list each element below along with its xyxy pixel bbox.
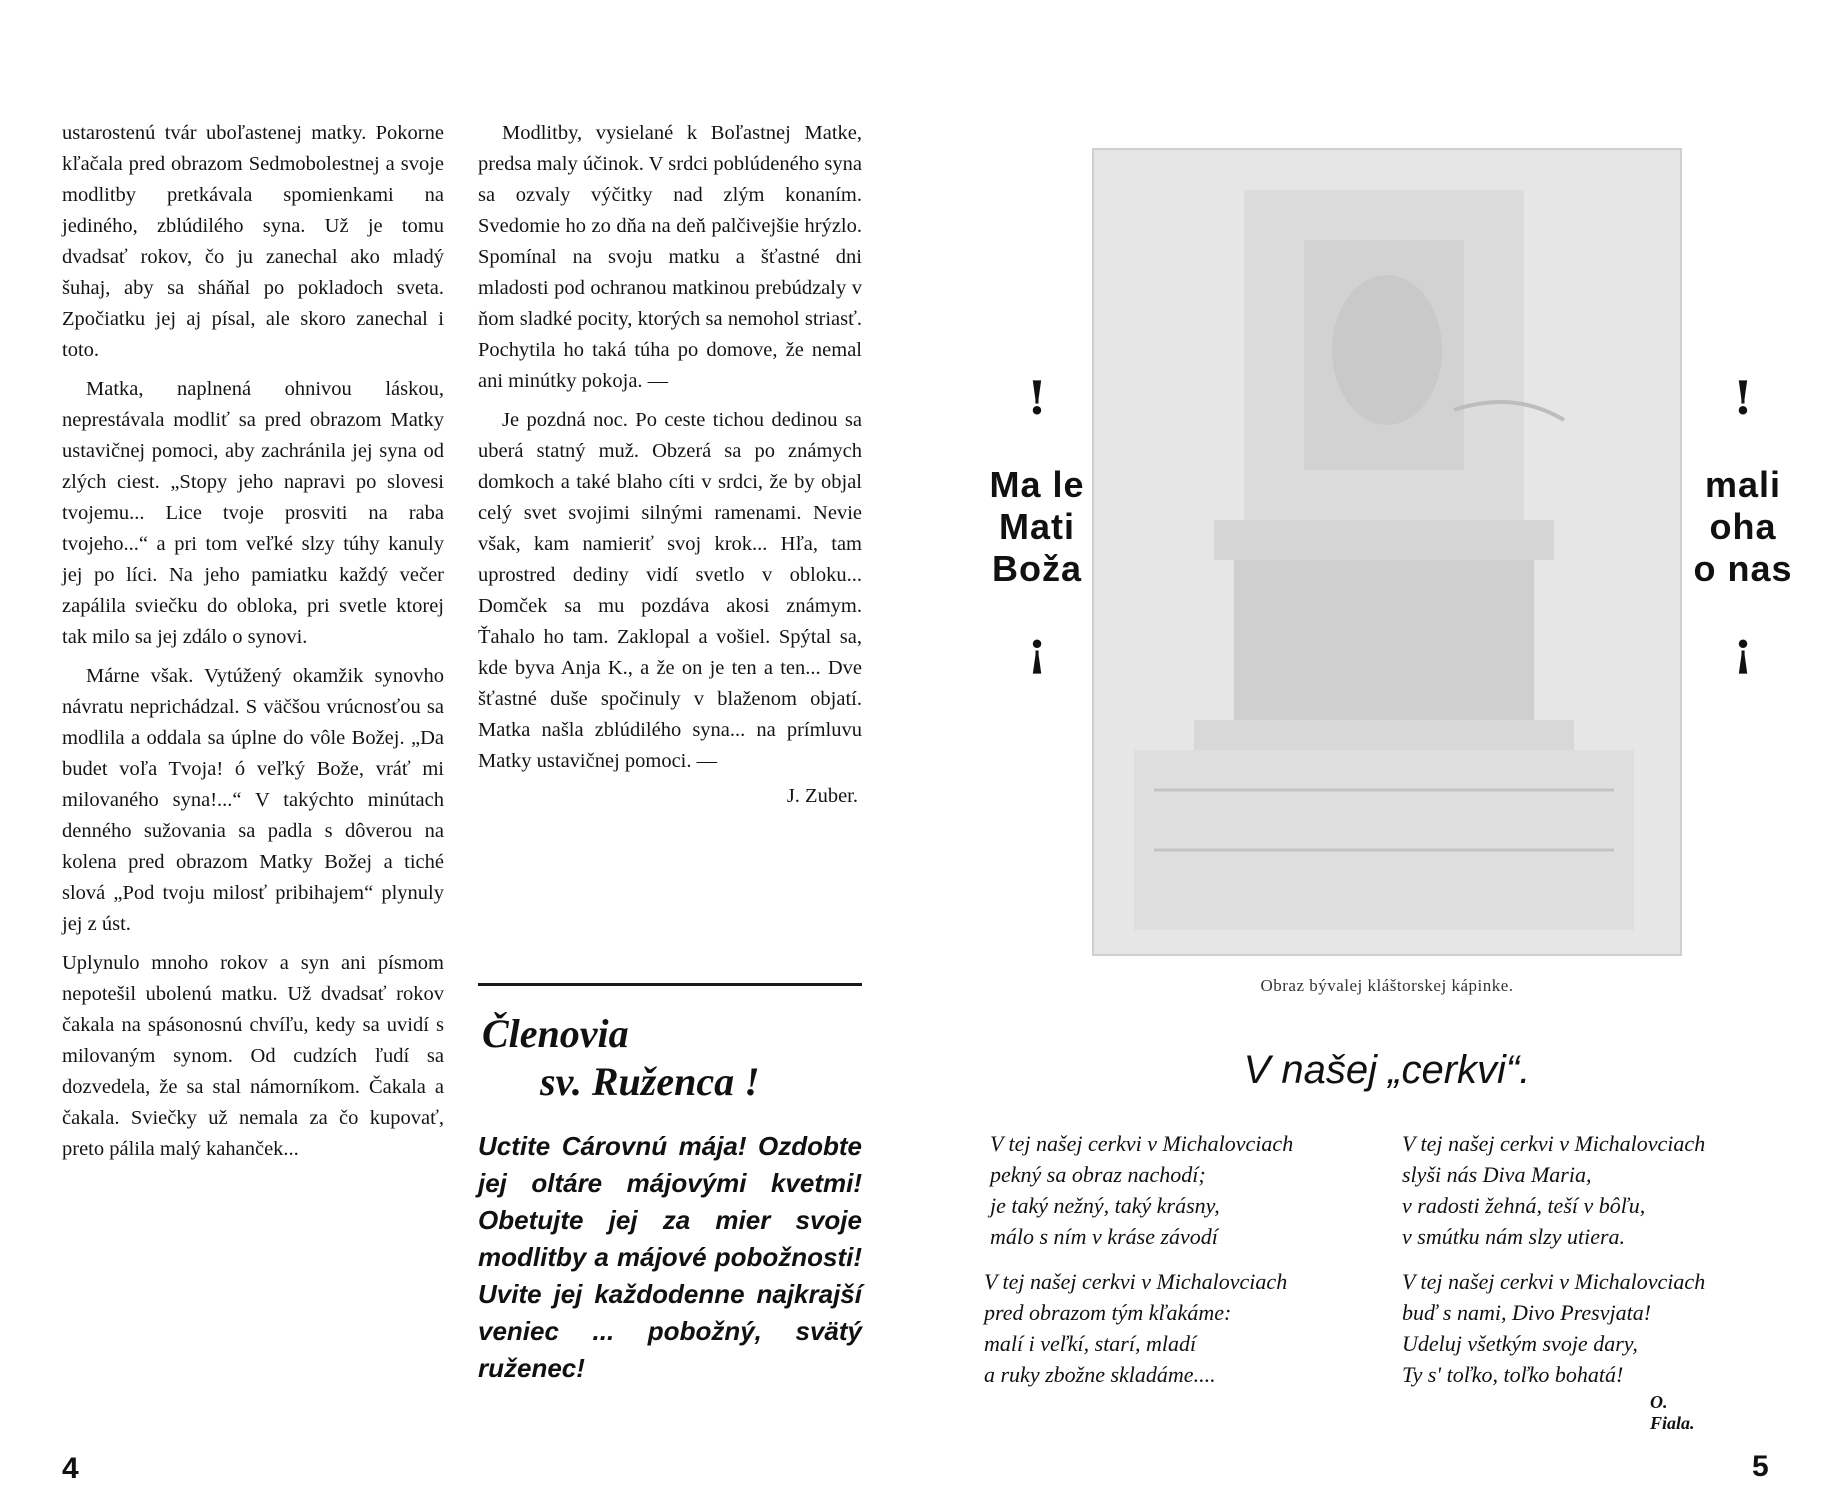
section-divider [478, 983, 862, 986]
paragraph: Modlitby, vysielané k Boľastnej Matke, predsa maly účinok. V srdci poblúdeného syna sa ozvaly výčitky nad zlým konaním. Svedomie ho zo dňa na deň palčivejšie hrýzlo. Spomínal na svoju matku a šťastné dni mladosti pod ochranou matkinou prebúdzaly v ňom sladké pocity, ktorých sa nemohol striasť. Pochytila ho taká túha po domove, že nemal ani minútky pokoja. — [478, 122, 862, 392]
author-signature: J. Zuber. [786, 785, 858, 807]
clenovia-appeal: Uctite Cárovnú mája! Ozdobte jej oltáre májovými kvetmi! Obetujte jej za mier svoje modlitby a májové pobožnosti! Uvite jej každodenne najkrajší veniec ... pobožný, svätý ruženec! [478, 1131, 862, 1383]
inverted-exclamation-ornament-icon: ! [1732, 629, 1754, 683]
article-column-2 [478, 118, 862, 812]
paragraph: ustarostenú tvár uboľastenej matky. Pokorne kľačala pred obrazom Sedmobolestnej a svoje modlitby pretkávala spomienkami na jediného, zblúdilého syna. Už je tomu dvadsať rokov, čo ju zanechal ako mladý šuhaj, aby sa sháňal po pokladoch sveta. Zpočiatku jej aj písal, ale skoro zanechal i toto. [62, 122, 444, 361]
exclamation-ornament-icon: ! [1732, 371, 1754, 425]
poem-signature: O. Fiala. [1650, 1392, 1695, 1433]
exclamation-ornament-icon: ! [1026, 371, 1048, 425]
poem-line: V tej našej cerkvi v Michalovciach [990, 1131, 1294, 1156]
clenovia-heading [482, 1010, 862, 1106]
poem-line: je taký nežný, taký krásny, [990, 1193, 1220, 1218]
clenovia-heading-line-1: Členovia [482, 1011, 629, 1056]
poem-line: pekný sa obraz nachodí; [990, 1162, 1206, 1187]
poem-line: Ty s' toľko, toľko bohatá! [1402, 1362, 1624, 1387]
paragraph: Matka, naplnená ohnivou láskou, neprestávala modliť sa pred obrazom Matky ustavičnej pomoci, aby zachránila jej syna od zlých ciest. „Stopy jeho napravi po slovesi tvojemu... Lice tvoje prosviti na raba tvojeho...“ a pri tom veľké slzy túhy kanuly jej po líci. Na jeho pamiatku každý večer zapálila sviečku do obloka, pri svetle ktorej tak milo sa jej zdálo o synovi. [62, 378, 444, 648]
poem-stanza-3 [984, 1266, 1287, 1390]
page-number-right: 5 [1752, 1450, 1769, 1483]
margin-word: oha [1709, 506, 1777, 547]
poem-line: buď s nami, Divo Presvjata! [1402, 1300, 1652, 1325]
chapel-photo [1092, 148, 1682, 956]
poem-stanza-2 [1402, 1128, 1705, 1252]
article-column-1 [62, 118, 444, 1173]
margin-word: mali [1704, 464, 1782, 505]
margin-label-right [1688, 372, 1798, 682]
poem-line: V tej našej cerkvi v Michalovciach [1402, 1269, 1706, 1294]
poem-line: pred obrazom tým kľakáme: [984, 1300, 1232, 1325]
margin-word: Boža [991, 548, 1082, 589]
poem-line: slyši nás Diva Maria, [1402, 1162, 1592, 1187]
poem-line: málo s ním v kráse závodí [990, 1224, 1218, 1249]
margin-word: Mati [999, 506, 1075, 547]
inverted-exclamation-ornament-icon: ! [1026, 629, 1048, 683]
margin-label-left [982, 372, 1092, 682]
paragraph: Uplynulo mnoho rokov a syn ani písmom nepotešil ubolenú matku. Už dvadsať rokov čakala na spásonosnú chvíľu, kedy sa uvidí s milovaným synom. Od cudzích ľudí sa dozvedela, že sa stal námorníkom. Čakala a čakala. Sviečky už nemala za čo kupovať, preto pálila malý kahanček... [62, 952, 444, 1160]
poem-line: Udeluj všetkým svoje dary, [1402, 1331, 1638, 1356]
poem-line: V tej našej cerkvi v Michalovciach [984, 1269, 1288, 1294]
poem-line: a ruky zbožne skladáme.... [984, 1362, 1216, 1387]
poem-title: V našej „cerkvi“. [1243, 1048, 1531, 1092]
poem-line: v radosti žehná, teší v bôľu, [1402, 1193, 1646, 1218]
page-number-left: 4 [62, 1452, 79, 1485]
margin-word: Ma le [989, 464, 1085, 505]
poem-stanza-4 [1402, 1266, 1705, 1390]
poem-stanza-1 [990, 1128, 1293, 1252]
margin-word: o nas [1693, 548, 1793, 589]
clenovia-heading-line-2: sv. Ruženca ! [540, 1059, 760, 1104]
poem-line: v smútku nám slzy utiera. [1402, 1224, 1626, 1249]
photo-placeholder-icon [1094, 150, 1680, 954]
paragraph: Je pozdná noc. Po ceste tichou dedinou sa uberá statný muž. Obzerá sa po známych domkoch a také blaho cíti v srdci, že by objal celý svet svojimi silnými ramenami. Nevie však, kam namieriť svoj krok... Hľa, tam uprostred dediny vidí svetlo v obloku... Domček sa mu pozdáva akosi známym. Ťahalo ho tam. Zaklopal a vošiel. Spýtal sa, kde byva Anja K., a že on je ten a ten... Dve šťastné duše spočinuly v blaženom objatí. Matka našla zblúdilého syna... na prímluvu Matky ustavičnej pomoci. — [478, 409, 862, 772]
paragraph: Márne však. Vytúžený okamžik synovho návratu neprichádzal. S väčšou vrúcnosťou sa modlila a oddala sa úplne do vôle Božej. „Da budet voľa Tvoja! ó veľký Bože, vráť mi milovaného syna!...“ V takýchto minútach denného sužovania sa padla s dôverou na kolena pred obrazom Matky Božej a tiché slová „Pod tvoju milosť pribihajem“ plynuly jej z úst. [62, 665, 444, 935]
poem-line: V tej našej cerkvi v Michalovciach [1402, 1131, 1706, 1156]
photo-caption: Obraz bývalej kláštorskej kápinke. [1260, 976, 1514, 995]
poem-line: malí i veľkí, starí, mladí [984, 1331, 1197, 1356]
